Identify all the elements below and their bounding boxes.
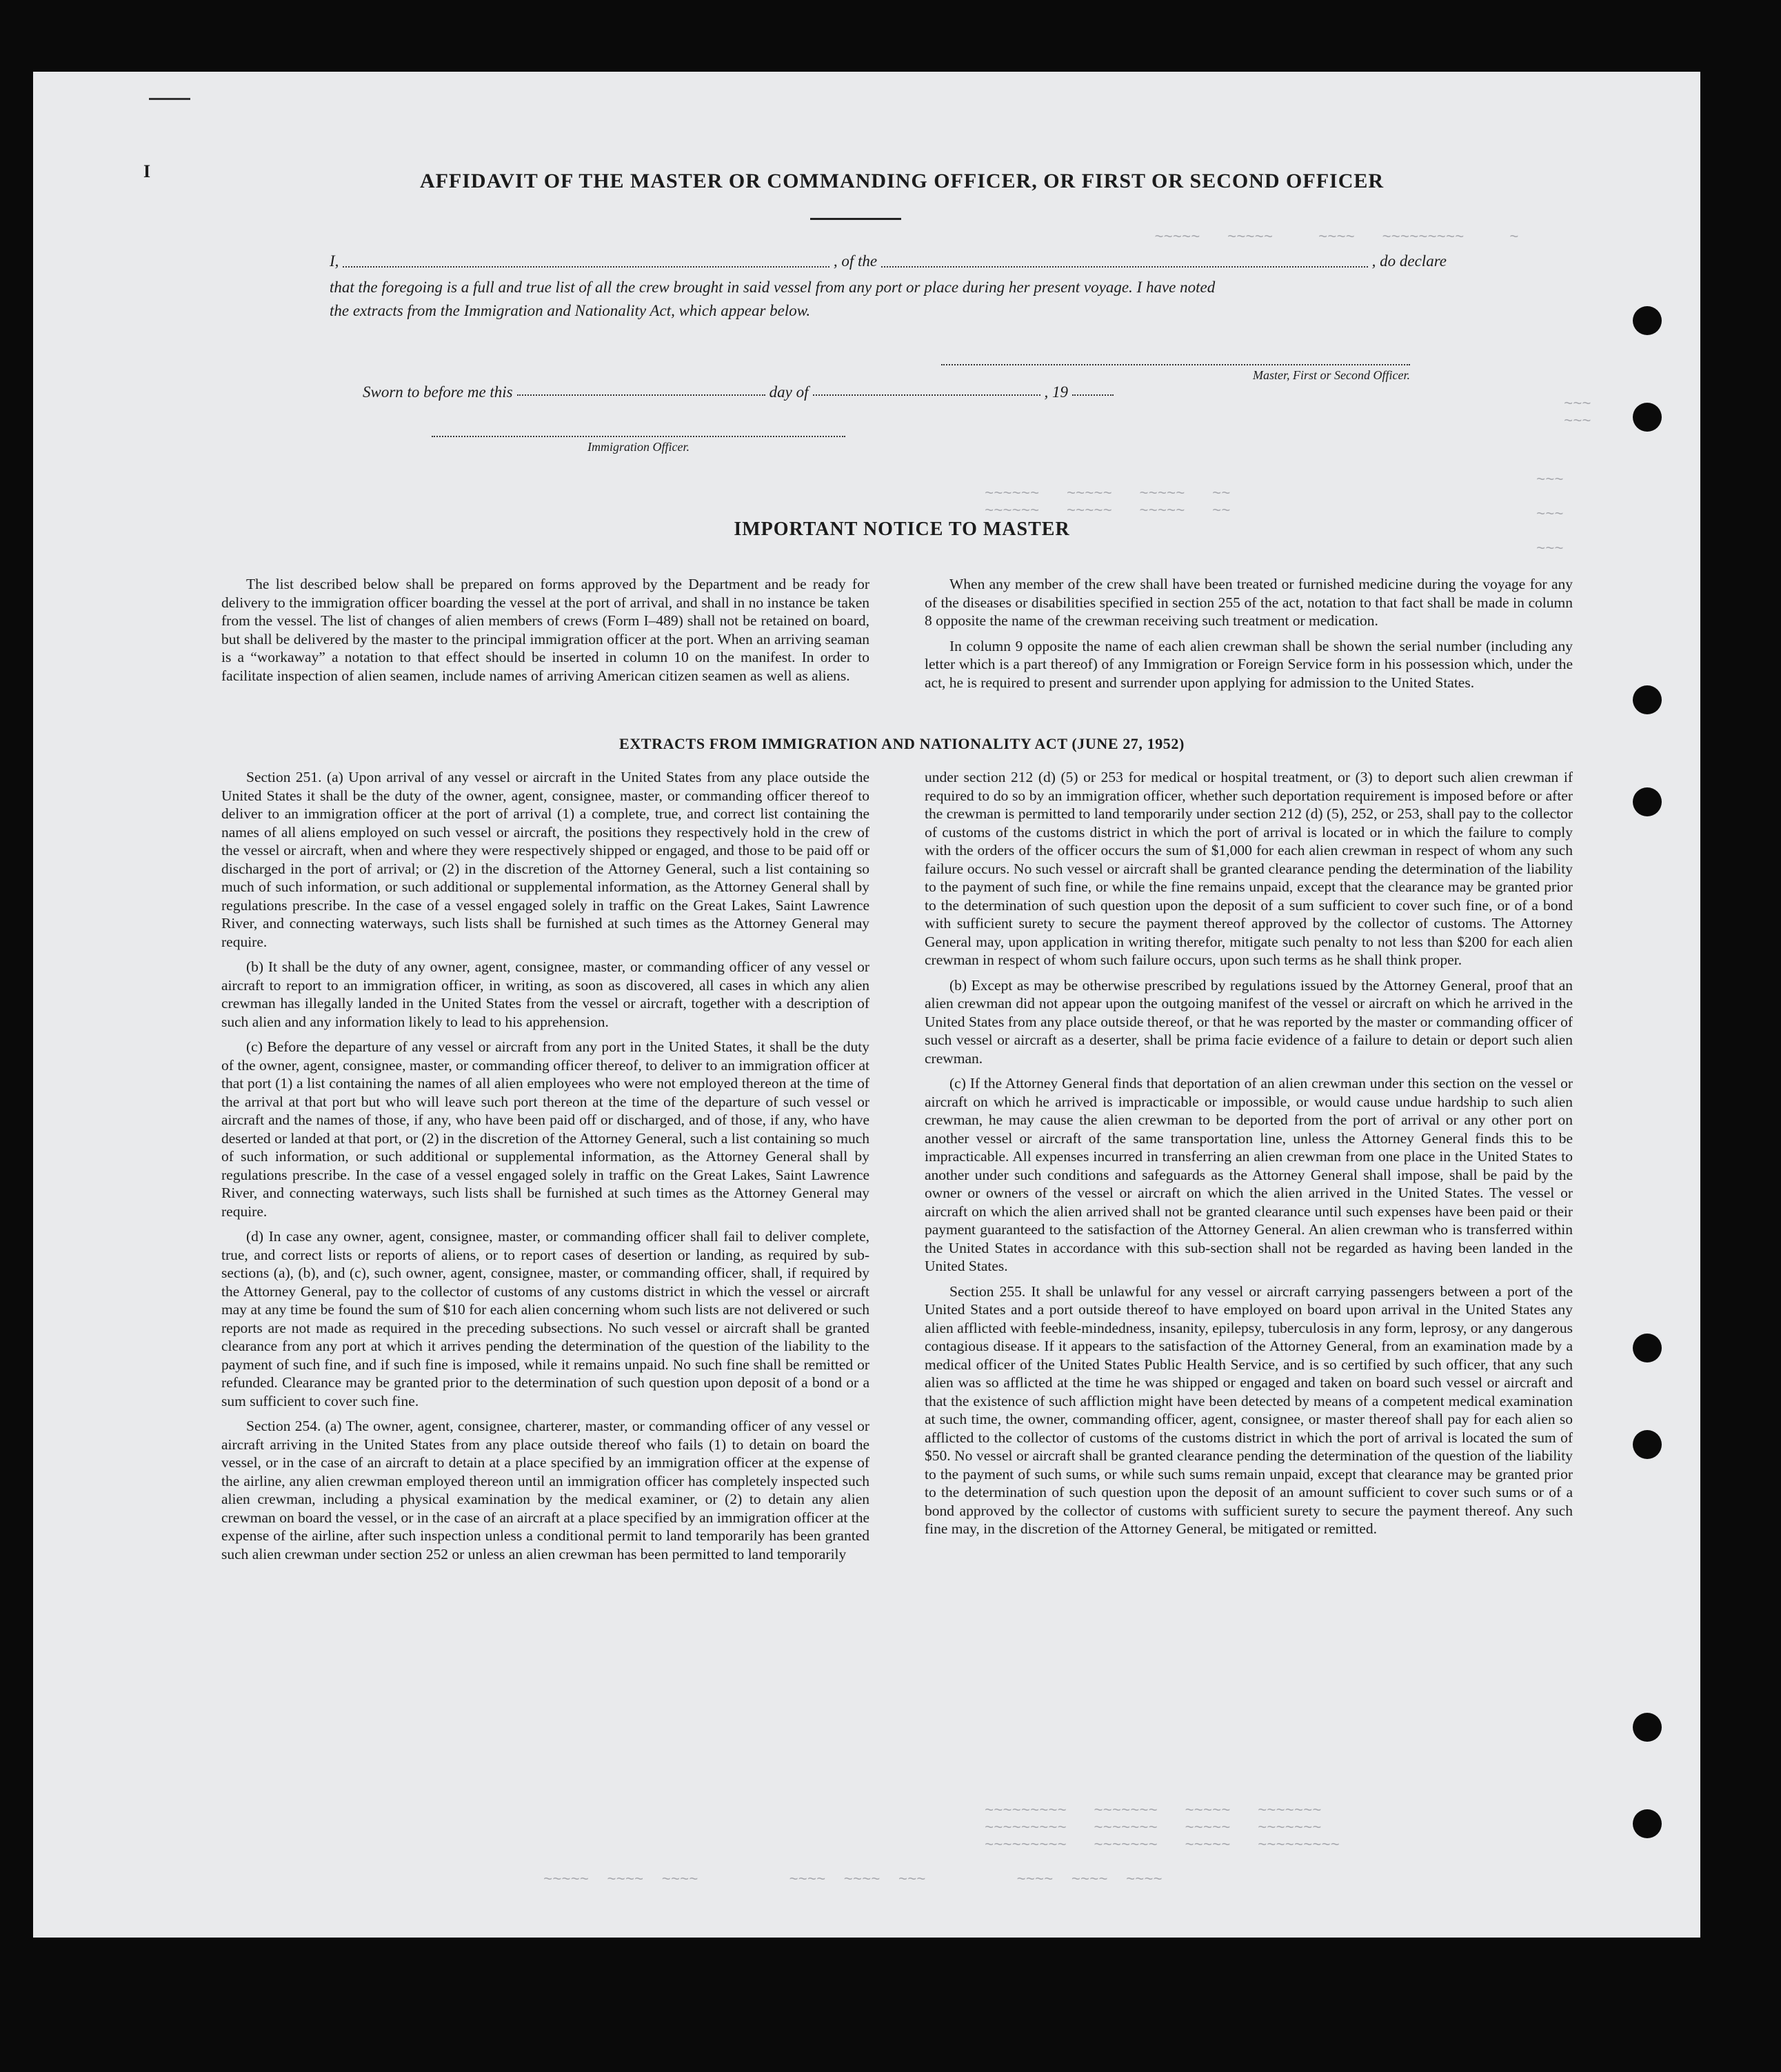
bleed-through: ~~~ ~~~ <box>1564 396 1591 430</box>
notice-title: IMPORTANT NOTICE TO MASTER <box>734 519 1070 540</box>
binder-hole <box>1633 306 1662 335</box>
binder-hole <box>1633 1713 1662 1742</box>
year-label: , 19 <box>1044 383 1068 401</box>
margin-mark: I <box>143 161 151 181</box>
day-of-label: day of <box>769 383 809 401</box>
declaration-text-2: the extracts from the Immigration and Nationality Act, which appear below. <box>330 302 811 319</box>
extract-paragraph: Section 251. (a) Upon arrival of any vessel or aircraft in the United States from any place outside the United States it shall be the duty of the owner, agent, consignee, master, or commanding officer thereof to deliver to an immigration officer at the port of arrival (1) a complete, true, and correct list containing the names of all aliens employed on such vessel or aircraft, the positions they respectively hold in the crew of the vessel or aircraft, when and where they were respectively shipped or engaged, and those to be paid off or discharged in the port of arrival; or (2) in the discretion of the Attorney General, such a list containing so much of such information, or such additional or supplemental information, as the Attorney General shall by regulations prescribe. In the case of a vessel engaged solely in traffic on the Great Lakes, Saint Lawrence River, and connecting waterways, such lists shall be furnished at such times as the Attorney General may require. <box>221 769 869 950</box>
master-signature-field[interactable] <box>941 364 1410 365</box>
vessel-name-field[interactable] <box>881 265 1367 268</box>
binder-hole <box>1633 1430 1662 1459</box>
bleed-through: ~~~~~ ~~~~~ ~~~~ ~~~~~~~~~ ~ <box>1136 229 1519 246</box>
extract-paragraph: (c) If the Attorney General finds that deportation of an alien crewman under this section on the vessel or aircraft on which he arrived is impracticable or impossible, or would cause undue hardship to such alien crewman, he may cause the alien crewman to be deported from the port of arrival or any other port on another vessel or aircraft of the same transportation line, unless the Attorney General finds this to be impracticable. All expenses incurred in transferring an alien crewman from one place in the United States to another under such conditions and safeguards as the Attorney General shall impose, shall be paid by the owner or owners of the vessel or aircraft on which the alien arrived in the United States. The vessel or aircraft on which the alien arrived shall not be granted clearance until such expenses have been paid or their payment guaranteed to the satisfaction of the Attorney General. An alien crewman who is transferred within the United States in accordance with this sub-section shall not be regarded as having been landed in the United States. <box>925 1075 1573 1274</box>
binder-hole <box>1633 1809 1662 1838</box>
bleed-through: ~~~~~~~~~ ~~~~~~~ ~~~~~ ~~~~~~~ ~~~~~~~~~ ~~~~~~~ ~~~~~ ~~~~~~~ ~~~~~~~~~ ~~~~~~~ ~~~~~ ~~~~~~~~~ <box>985 1802 1340 1854</box>
notice-left-column <box>221 575 869 685</box>
extract-paragraph: under section 212 (d) (5) or 253 for medical or hospital treatment, or (3) to deport such alien crewman if required to do so by an immigration officer, whether such deportation requirement is imposed before or after the crewman is permitted to land temporarily under section 212 (d) (5), 252, or 253, shall pay to the collector of customs of the customs district in which the port of arrival is located or in which the failure to comply with the orders of the officer occurs the sum of $1,000 for each alien crewman in respect of whom any such failure occurs. No such vessel or aircraft shall be granted clearance pending the determination of the liability to the payment of such fine, or while the fine remains unpaid, except that the clearance may be granted prior to the determination of such question upon the deposit of a sum sufficient to cover such fine, or of a bond with sufficient surety to secure the payment thereof approved by the collector of customs. The Attorney General may, upon application in writing therefor, mitigate such penalty to not less than $200 for each alien crewman in respect of whom such failure occurs, upon such terms as he shall think proper. <box>925 769 1573 968</box>
extract-paragraph: (c) Before the departure of any vessel or aircraft from any port in the United States, it shall be the duty of the owner, agent, consignee, master, or commanding officer thereof, to deliver to an immigration officer at that port (1) a list containing the names of all alien employees who were not employed thereon at the time of the arrival at that port but who will leave such port thereon at the time of the departure of such vessel or aircraft and the names of those, if any, who have been paid off or discharged, and of those, if any, who have deserted or landed at that port, or (2) in the discretion of the Attorney General, such a list containing so much of such information, or such additional or supplemental information, as the Attorney General shall by regulations prescribe. In the case of a vessel engaged solely in traffic on the Great Lakes, Saint Lawrence River, and connecting waterways, such lists shall be furnished at such times as the Attorney General may require. <box>221 1038 869 1220</box>
extract-paragraph: Section 255. It shall be unlawful for any vessel or aircraft carrying passengers between a port of the United States and a port outside thereof to have employed on board upon arrival in the United States any alien afflicted with feeble-mindedness, insanity, epilepsy, tuberculosis in any form, leprosy, or any dangerous contagious disease. If it appears to the satisfaction of the Attorney General, from an examination made by a medical officer of the United States Public Health Service, and is so certified by such officer, that any such alien was so afflicted at the time he was shipped or engaged and taken on board such vessel or aircraft and that the existence of such affliction might have been detected by means of a competent medical examination at such time, the owner, commanding officer, agent, consignee, or master thereof shall pay for each alien so afflicted to the collector of customs of the customs district in which the port of arrival is located the sum of $50. No vessel or aircraft shall be granted clearance pending the determination of the question of the liability to the payment of such sums, or while such sums remain unpaid, except that clearance may be granted prior to the determination of such question upon the deposit of an amount sufficient to cover such sums or of a bond approved by the collector of customs with sufficient surety to secure the payment thereof. Any such fine may, in the discretion of the Attorney General, be mitigated or remitted. <box>925 1283 1573 1537</box>
document-page <box>33 72 1700 1938</box>
corner-mark <box>149 98 190 100</box>
declare-i-label: I, <box>330 252 339 270</box>
sworn-month-field[interactable] <box>813 394 1040 396</box>
declarant-name-field[interactable] <box>343 265 829 268</box>
title-rule <box>810 218 901 220</box>
sworn-label: Sworn to before me this <box>363 383 513 401</box>
notice-paragraph: When any member of the crew shall have been treated or furnished medicine during the voyage for any of the diseases or disabilities specified in section 255 of the act, notation to that fact shall be made in column 8 opposite the name of the crewman receiving such treatment or medication. <box>925 576 1573 629</box>
extract-paragraph: Section 254. (a) The owner, agent, consignee, charterer, master, or commanding officer of any vessel or aircraft arriving in the United States from any place outside thereof who fails (1) to detain on board the vessel, or in the case of an aircraft to detain at a place specified by an immigration officer at the expense of the airline, any alien crewman employed thereon until an immigration officer has completely inspected such alien crewman, including a physical examination by the medical examiner, or (2) to detain any alien crewman on board the vessel, or in the case of an aircraft at a place specified by an immigration officer at the expense of the airline, after such inspection unless a conditional permit to land temporarily has been granted such alien crewman under section 252 or unless an alien crewman has been permitted to land temporarily <box>221 1418 869 1562</box>
immigration-officer-caption: Immigration Officer. <box>587 440 690 454</box>
declaration <box>330 250 1447 323</box>
immigration-officer-signature-field[interactable] <box>432 436 845 437</box>
extract-paragraph: (b) It shall be the duty of any owner, agent, consignee, master, or commanding officer of any vessel or aircraft to report to an immigration officer, in writing, as soon as discovered, all cases in which any alien crewman has illegally landed in the United States from the vessel or aircraft, together with a description of such alien and any information likely to lead to his apprehension. <box>221 958 869 1030</box>
extract-paragraph: (b) Except as may be otherwise prescribed by regulations issued by the Attorney General, proof that an alien crewman did not appear upon the outgoing manifest of the vessel or aircraft on which he arrived in the United States from any place outside thereof, or that he was reported by the master or commanding officer of such vessel or aircraft as a deserter, shall be prima facie evidence of a failure to detain or deport such alien crewman. <box>925 976 1573 1067</box>
master-caption: Master, First or Second Officer. <box>1253 368 1410 382</box>
affidavit-title: AFFIDAVIT OF THE MASTER OR COMMANDING OFFICER, OR FIRST OR SECOND OFFICER <box>419 170 1385 192</box>
declaration-text-1: that the foregoing is a full and true list of all the crew brought in said vessel from any port or place during her present voyage. I have noted <box>330 279 1216 296</box>
extract-paragraph: (d) In case any owner, agent, consignee, master, or commanding officer shall fail to deliver complete, true, and correct lists or reports of aliens, or to report cases of desertion or landing, as required by sub-sections (a), (b), and (c), such owner, agent, consignee, master, or commanding officer, shall, if required by the Attorney General, pay to the collector of customs of any customs district in which the vessel or aircraft may at any time be found the sum of $10 for each alien concerning whom such lists are not delivered or such reports are not made as required in the preceding subsections. No such vessel or aircraft shall be granted clearance from any port at which it arrives pending the determination of the question of the liability to the payment of such fine, and if such fine is imposed, while it remains unpaid. No such fine shall be remitted or refunded. Clearance may be granted prior to the determination of such question upon deposit of a bond or a sum sufficient to cover such fine. <box>221 1228 869 1409</box>
notice-paragraph: In column 9 opposite the name of each alien crewman shall be shown the serial number (including any letter which is a part thereof) of any Immigration or Foreign Service form in his possession which, under the act, he is required to present and surrender upon applying for admission to the United States. <box>925 637 1573 691</box>
bleed-through: ~~~ ~~~ ~~~ <box>1536 472 1564 558</box>
binder-hole <box>1633 685 1662 714</box>
sworn-day-field[interactable] <box>517 394 765 396</box>
extracts-left-column <box>221 768 869 1563</box>
sworn-line <box>363 383 1169 401</box>
notice-right-column <box>925 575 1573 692</box>
declare-of-the-label: , of the <box>833 252 878 270</box>
bleed-through: ~~~~~~ ~~~~~ ~~~~~ ~~ ~~~~~~ ~~~~~ ~~~~~ ~~ <box>985 485 1231 520</box>
binder-hole <box>1633 403 1662 432</box>
declaration-line <box>330 250 1447 273</box>
extracts-right-column <box>925 768 1573 1538</box>
bleed-through: ~~~~~ ~~~~ ~~~~ ~~~~ ~~~~ ~~~ ~~~~ ~~~~ ~~~~ <box>543 1871 1163 1889</box>
binder-hole <box>1633 1334 1662 1362</box>
notice-paragraph: The list described below shall be prepared on forms approved by the Department and be ready for delivery to the immigration officer boarding the vessel at the port of arrival, and shall in no instance be taken from the vessel. The list of changes of alien members of crews (Form I–489) shall not be retained on board, but shall be delivered by the master to the principal immigration officer at the port. When an arriving seaman is a “workaway” a notation to that effect should be inserted in column 10 on the manifest. In order to facilitate inspection of alien seamen, include names of arriving American citizen seamen as well as aliens. <box>221 576 869 684</box>
sworn-year-field[interactable] <box>1072 394 1114 396</box>
binder-hole <box>1633 787 1662 816</box>
extracts-title: EXTRACTS FROM IMMIGRATION AND NATIONALITY ACT (JUNE 27, 1952) <box>619 735 1185 752</box>
declare-do-declare-label: , do declare <box>1371 252 1447 270</box>
